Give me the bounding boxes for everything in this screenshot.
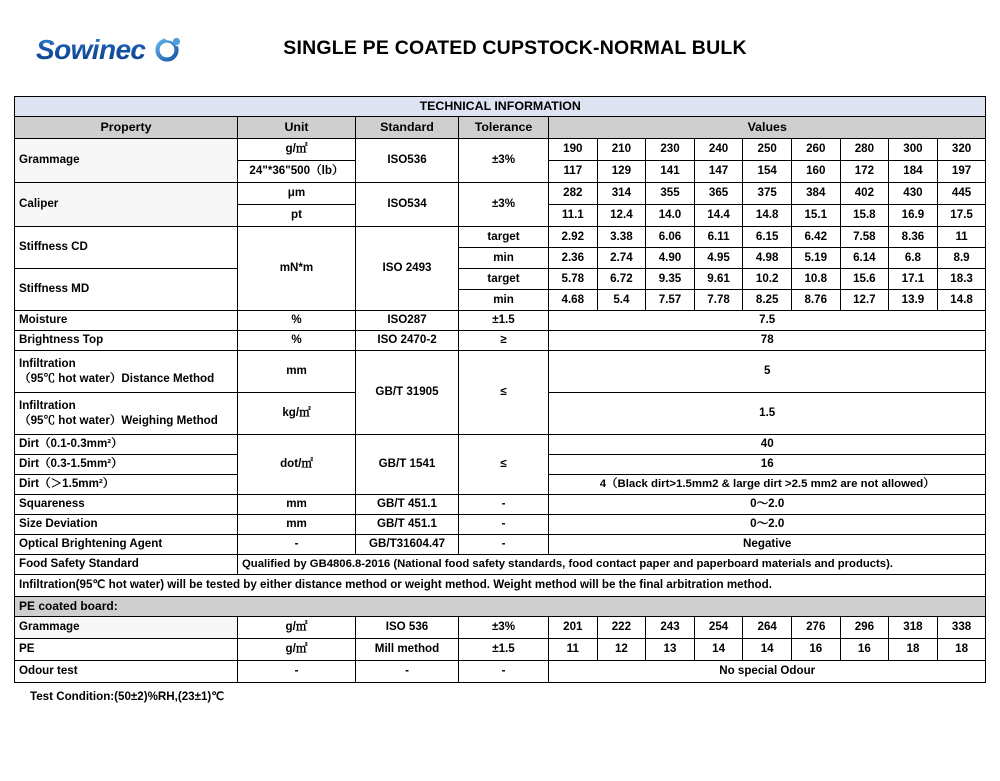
value-dirt-large: 4（Black dirt>1.5mm2 & large dirt >2.5 mm2 are not allowed） (549, 475, 986, 495)
test-condition-footnote: Test Condition:(50±2)%RH,(23±1)℃ (30, 690, 225, 703)
tolerance-stiffness-cd-target: target (459, 227, 549, 248)
unit-size-deviation: mm (238, 515, 356, 535)
standard-odour-test: - (356, 661, 459, 683)
value-cell: 6.42 (791, 227, 840, 248)
svg-text:Sowinec: Sowinec (36, 34, 146, 65)
standard-size-deviation: GB/T 451.1 (356, 515, 459, 535)
unit-pe-grammage: g/㎡ (238, 617, 356, 639)
unit-odour-test: - (238, 661, 356, 683)
property-label-squareness: Squareness (15, 495, 238, 515)
unit-optical-brightening-agent: - (238, 535, 356, 555)
value-brightness-top: 78 (549, 331, 986, 351)
property-label-moisture: Moisture (15, 311, 238, 331)
value-cell: 210 (597, 139, 646, 161)
standard-brightness-top: ISO 2470-2 (356, 331, 459, 351)
value-cell: 15.8 (840, 205, 889, 227)
infiltration-weighing-line2: （95℃ hot water）Weighing Method (19, 413, 218, 427)
value-cell: 384 (791, 183, 840, 205)
value-cell: 5.19 (791, 248, 840, 269)
property-label-dirt-medium: Dirt（0.3-1.5mm²） (15, 455, 238, 475)
property-label-infiltration-distance (15, 351, 238, 393)
property-label-stiffness-md: Stiffness MD (15, 269, 238, 311)
value-cell: 355 (646, 183, 695, 205)
property-label-pe: PE (15, 639, 238, 661)
property-label-dirt-small: Dirt（0.1-0.3mm²） (15, 435, 238, 455)
value-cell: 11 (549, 639, 598, 661)
infiltration-distance-line2: （95℃ hot water）Distance Method (19, 371, 215, 385)
technical-information-table (14, 96, 986, 683)
value-cell: 201 (549, 617, 598, 639)
table-row-dirt-small (15, 435, 986, 455)
unit-dirt: dot/㎡ (238, 435, 356, 495)
property-label-odour-test: Odour test (15, 661, 238, 683)
tolerance-stiffness-cd-min: min (459, 248, 549, 269)
page-title: SINGLE PE COATED CUPSTOCK-NORMAL BULK (283, 36, 747, 59)
value-cell: 14.8 (937, 290, 986, 311)
value-food-safety-standard: Qualified by GB4806.8-2016 (National food safety standards, food contact paper and paperboard materials and products). (238, 555, 986, 575)
value-cell: 14.0 (646, 205, 695, 227)
tolerance-caliper: ±3% (459, 183, 549, 227)
value-cell: 276 (791, 617, 840, 639)
unit-moisture: % (238, 311, 356, 331)
value-cell: 160 (791, 161, 840, 183)
property-label-infiltration-weighing (15, 393, 238, 435)
table-row-pe-grammage (15, 617, 986, 639)
tolerance-moisture: ±1.5 (459, 311, 549, 331)
value-cell: 13 (646, 639, 695, 661)
value-cell: 402 (840, 183, 889, 205)
standard-stiffness: ISO 2493 (356, 227, 459, 311)
value-cell: 197 (937, 161, 986, 183)
property-label-optical-brightening-agent: Optical Brightening Agent (15, 535, 238, 555)
value-cell: 184 (889, 161, 938, 183)
value-cell: 230 (646, 139, 695, 161)
standard-infiltration: GB/T 31905 (356, 351, 459, 435)
value-squareness: 0～2.0 (549, 495, 986, 515)
unit-infiltration-distance: mm (238, 351, 356, 393)
value-dirt-medium: 16 (549, 455, 986, 475)
value-optical-brightening-agent: Negative (549, 535, 986, 555)
value-cell: 9.35 (646, 269, 695, 290)
value-cell: 14.4 (694, 205, 743, 227)
standard-squareness: GB/T 451.1 (356, 495, 459, 515)
tolerance-squareness: - (459, 495, 549, 515)
value-cell: 18 (937, 639, 986, 661)
value-cell: 16 (791, 639, 840, 661)
value-cell: 7.58 (840, 227, 889, 248)
tolerance-stiffness-md-target: target (459, 269, 549, 290)
column-header-values: Values (549, 117, 986, 139)
sowineco-logo (36, 28, 196, 72)
property-label-dirt-large: Dirt（＞1.5mm²） (15, 475, 238, 495)
tolerance-dirt: ≤ (459, 435, 549, 495)
unit-infiltration-weighing: kg/㎡ (238, 393, 356, 435)
value-cell: 3.38 (597, 227, 646, 248)
value-cell: 5.4 (597, 290, 646, 311)
tolerance-odour-test: - (459, 661, 549, 683)
value-cell: 12.7 (840, 290, 889, 311)
value-cell: 6.06 (646, 227, 695, 248)
value-cell: 11 (937, 227, 986, 248)
tolerance-pe-grammage: ±3% (459, 617, 549, 639)
tolerance-size-deviation: - (459, 515, 549, 535)
table-row-caliper-um (15, 183, 986, 205)
table-row-size-deviation (15, 515, 986, 535)
value-cell: 13.9 (889, 290, 938, 311)
value-cell: 4.95 (694, 248, 743, 269)
table-row-food-safety-standard (15, 555, 986, 575)
unit-brightness-top: % (238, 331, 356, 351)
table-row-pe-section-header (15, 597, 986, 617)
unit-squareness: mm (238, 495, 356, 515)
infiltration-weighing-line1: Infiltration (19, 399, 76, 413)
value-cell: 6.72 (597, 269, 646, 290)
tolerance-optical-brightening-agent: - (459, 535, 549, 555)
unit-pe: g/㎡ (238, 639, 356, 661)
value-cell: 7.78 (694, 290, 743, 311)
tolerance-stiffness-md-min: min (459, 290, 549, 311)
pe-coated-board-section-title: PE coated board: (15, 597, 986, 617)
value-cell: 172 (840, 161, 889, 183)
value-cell: 117 (549, 161, 598, 183)
value-cell: 8.9 (937, 248, 986, 269)
unit-stiffness: mN*m (238, 227, 356, 311)
value-cell: 430 (889, 183, 938, 205)
value-cell: 300 (889, 139, 938, 161)
value-infiltration-weighing: 1.5 (549, 393, 986, 435)
column-header-tolerance: Tolerance (459, 117, 549, 139)
property-label-brightness-top: Brightness Top (15, 331, 238, 351)
property-label-pe-grammage: Grammage (15, 617, 238, 639)
value-infiltration-distance: 5 (549, 351, 986, 393)
value-cell: 15.6 (840, 269, 889, 290)
value-cell: 314 (597, 183, 646, 205)
page-header (14, 0, 986, 96)
value-cell: 260 (791, 139, 840, 161)
value-cell: 14 (743, 639, 792, 661)
value-cell: 10.2 (743, 269, 792, 290)
value-cell: 6.14 (840, 248, 889, 269)
table-row-odour-test (15, 661, 986, 683)
value-cell: 12 (597, 639, 646, 661)
column-header-unit: Unit (238, 117, 356, 139)
value-cell: 375 (743, 183, 792, 205)
value-cell: 254 (694, 617, 743, 639)
value-cell: 8.36 (889, 227, 938, 248)
value-cell: 5.78 (549, 269, 598, 290)
value-cell: 4.90 (646, 248, 695, 269)
standard-grammage: ISO536 (356, 139, 459, 183)
value-cell: 16 (840, 639, 889, 661)
value-cell: 6.11 (694, 227, 743, 248)
property-label-grammage: Grammage (15, 139, 238, 183)
value-cell: 6.8 (889, 248, 938, 269)
value-cell: 250 (743, 139, 792, 161)
value-cell: 222 (597, 617, 646, 639)
unit-grammage-lb: 24"*36"500（lb） (238, 161, 356, 183)
value-cell: 445 (937, 183, 986, 205)
standard-pe: Mill method (356, 639, 459, 661)
unit-caliper-um: μm (238, 183, 356, 205)
value-cell: 16.9 (889, 205, 938, 227)
value-cell: 2.36 (549, 248, 598, 269)
table-row-infiltration-distance (15, 351, 986, 393)
value-cell: 10.8 (791, 269, 840, 290)
value-cell: 9.61 (694, 269, 743, 290)
value-cell: 318 (889, 617, 938, 639)
tolerance-grammage: ±3% (459, 139, 549, 183)
property-label-food-safety-standard: Food Safety Standard (15, 555, 238, 575)
tolerance-pe: ±1.5 (459, 639, 549, 661)
value-cell: 2.92 (549, 227, 598, 248)
standard-moisture: ISO287 (356, 311, 459, 331)
property-label-caliper: Caliper (15, 183, 238, 227)
value-cell: 280 (840, 139, 889, 161)
table-row-squareness (15, 495, 986, 515)
standard-optical-brightening-agent: GB/T31604.47 (356, 535, 459, 555)
infiltration-note: Infiltration(95℃ hot water) will be tested by either distance method or weight method. Weight method will be the final arbitration method. (15, 575, 986, 597)
table-row-infiltration-note (15, 575, 986, 597)
value-cell: 4.98 (743, 248, 792, 269)
value-size-deviation: 0～2.0 (549, 515, 986, 535)
value-dirt-small: 40 (549, 435, 986, 455)
tolerance-infiltration: ≤ (459, 351, 549, 435)
standard-caliper: ISO534 (356, 183, 459, 227)
value-cell: 18.3 (937, 269, 986, 290)
value-cell: 8.25 (743, 290, 792, 311)
standard-dirt: GB/T 1541 (356, 435, 459, 495)
table-banner-row (15, 97, 986, 117)
value-cell: 7.57 (646, 290, 695, 311)
logo-wordmark-icon (36, 28, 196, 72)
value-moisture: 7.5 (549, 311, 986, 331)
value-cell: 296 (840, 617, 889, 639)
unit-grammage-gsm: g/㎡ (238, 139, 356, 161)
value-cell: 240 (694, 139, 743, 161)
value-cell: 190 (549, 139, 598, 161)
property-label-size-deviation: Size Deviation (15, 515, 238, 535)
value-cell: 12.4 (597, 205, 646, 227)
table-row-pe-layer (15, 639, 986, 661)
value-cell: 365 (694, 183, 743, 205)
value-cell: 4.68 (549, 290, 598, 311)
value-cell: 264 (743, 617, 792, 639)
value-cell: 8.76 (791, 290, 840, 311)
value-cell: 154 (743, 161, 792, 183)
technical-information-banner: TECHNICAL INFORMATION (15, 97, 986, 117)
standard-pe-grammage: ISO 536 (356, 617, 459, 639)
value-cell: 243 (646, 617, 695, 639)
column-header-standard: Standard (356, 117, 459, 139)
value-cell: 282 (549, 183, 598, 205)
table-row-stiffness-md-target (15, 269, 986, 290)
value-odour-test: No special Odour (549, 661, 986, 683)
value-cell: 18 (889, 639, 938, 661)
table-row-grammage-gsm (15, 139, 986, 161)
value-cell: 14.8 (743, 205, 792, 227)
infiltration-distance-line1: Infiltration (19, 357, 76, 371)
unit-caliper-pt: pt (238, 205, 356, 227)
value-cell: 6.15 (743, 227, 792, 248)
value-cell: 129 (597, 161, 646, 183)
value-cell: 11.1 (549, 205, 598, 227)
table-row-moisture (15, 311, 986, 331)
table-row-stiffness-cd-target (15, 227, 986, 248)
table-row-optical-brightening-agent (15, 535, 986, 555)
value-cell: 15.1 (791, 205, 840, 227)
value-cell: 17.5 (937, 205, 986, 227)
tolerance-brightness-top: ≥ (459, 331, 549, 351)
value-cell: 147 (694, 161, 743, 183)
value-cell: 17.1 (889, 269, 938, 290)
table-header-row (15, 117, 986, 139)
value-cell: 320 (937, 139, 986, 161)
property-label-stiffness-cd: Stiffness CD (15, 227, 238, 269)
value-cell: 141 (646, 161, 695, 183)
value-cell: 14 (694, 639, 743, 661)
column-header-property: Property (15, 117, 238, 139)
value-cell: 338 (937, 617, 986, 639)
table-row-brightness-top (15, 331, 986, 351)
value-cell: 2.74 (597, 248, 646, 269)
